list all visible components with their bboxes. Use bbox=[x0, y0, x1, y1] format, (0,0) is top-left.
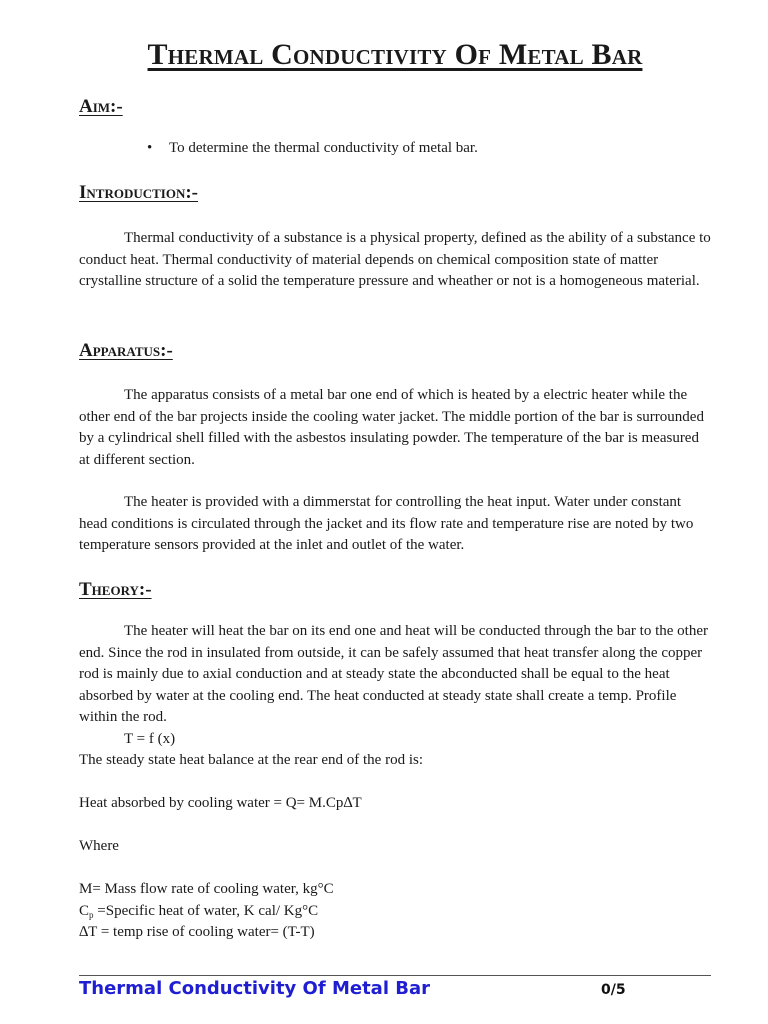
page-number: 0/5 bbox=[601, 982, 626, 998]
page-title: Thermal Conductivity Of Metal Bar bbox=[147, 38, 643, 71]
cp-subscript: p bbox=[89, 910, 94, 920]
aim-bullet-text: To determine the thermal conductivity of metal bar. bbox=[169, 140, 478, 156]
heat-absorbed-line: Heat absorbed by cooling water = Q= M.Cp∆T bbox=[79, 795, 362, 811]
aim-list bbox=[147, 140, 478, 157]
cp-definition: =Specific heat of water, K cal/ Kg°C bbox=[93, 903, 319, 919]
apparatus-paragraph-2: The heater is provided with a dimmerstat for controlling the heat input. Water under constant head conditions is circulated through the jacket and its flow rate and temperature rise are noted by two temperature sensors provided at the inlet and outlet of the water. bbox=[79, 494, 694, 553]
theory-heading: Theory:- bbox=[79, 579, 152, 600]
aim-heading: Aim:- bbox=[79, 96, 123, 117]
equation: T = f (x) bbox=[124, 731, 176, 747]
theory-paragraph: The heater will heat the bar on its end one and heat will be conducted through the bar to the other end. Since the rod in insulated from outside, it can be safely assumed that heat transfer along the copper rod is mainly due to axial conduction and at steady state the abconducted shall be equal to the heat absorbed by water at the cooling end. The heat conducted at steady state shall create a temp. Profile within the rod. bbox=[79, 623, 708, 725]
bullet-icon: • bbox=[147, 140, 153, 156]
footer-title: Thermal Conductivity Of Metal Bar bbox=[79, 978, 431, 999]
list-item bbox=[147, 140, 478, 157]
introduction-paragraph: Thermal conductivity of a substance is a physical property, defined as the ability of a substance to conduct heat. Thermal conductivity of material depends on chemical composition state of matter crystalline structure of a solid the temperature pressure and wheather or not is a homogeneous material. bbox=[79, 230, 711, 289]
cp-symbol: C bbox=[79, 903, 90, 919]
definition-temp-rise: ∆T = temp rise of cooling water= (T-T) bbox=[79, 924, 315, 940]
apparatus-paragraph-1: The apparatus consists of a metal bar one end of which is heated by a electric heater while the other end of the bar projects inside the cooling water jacket. The middle portion of the bar is surrounded by a cylindrical shell filled with the asbestos insulating powder. The temperature of the bar is measured at different section. bbox=[79, 387, 704, 468]
introduction-heading: Introduction:- bbox=[79, 182, 199, 203]
heat-balance-line: The steady state heat balance at the rear end of the rod is: bbox=[79, 752, 424, 768]
definition-mass-flow: M= Mass flow rate of cooling water, kg°C bbox=[79, 881, 334, 897]
apparatus-heading: Apparatus:- bbox=[79, 340, 173, 361]
footer-divider bbox=[79, 975, 711, 976]
where-label: Where bbox=[79, 838, 119, 854]
